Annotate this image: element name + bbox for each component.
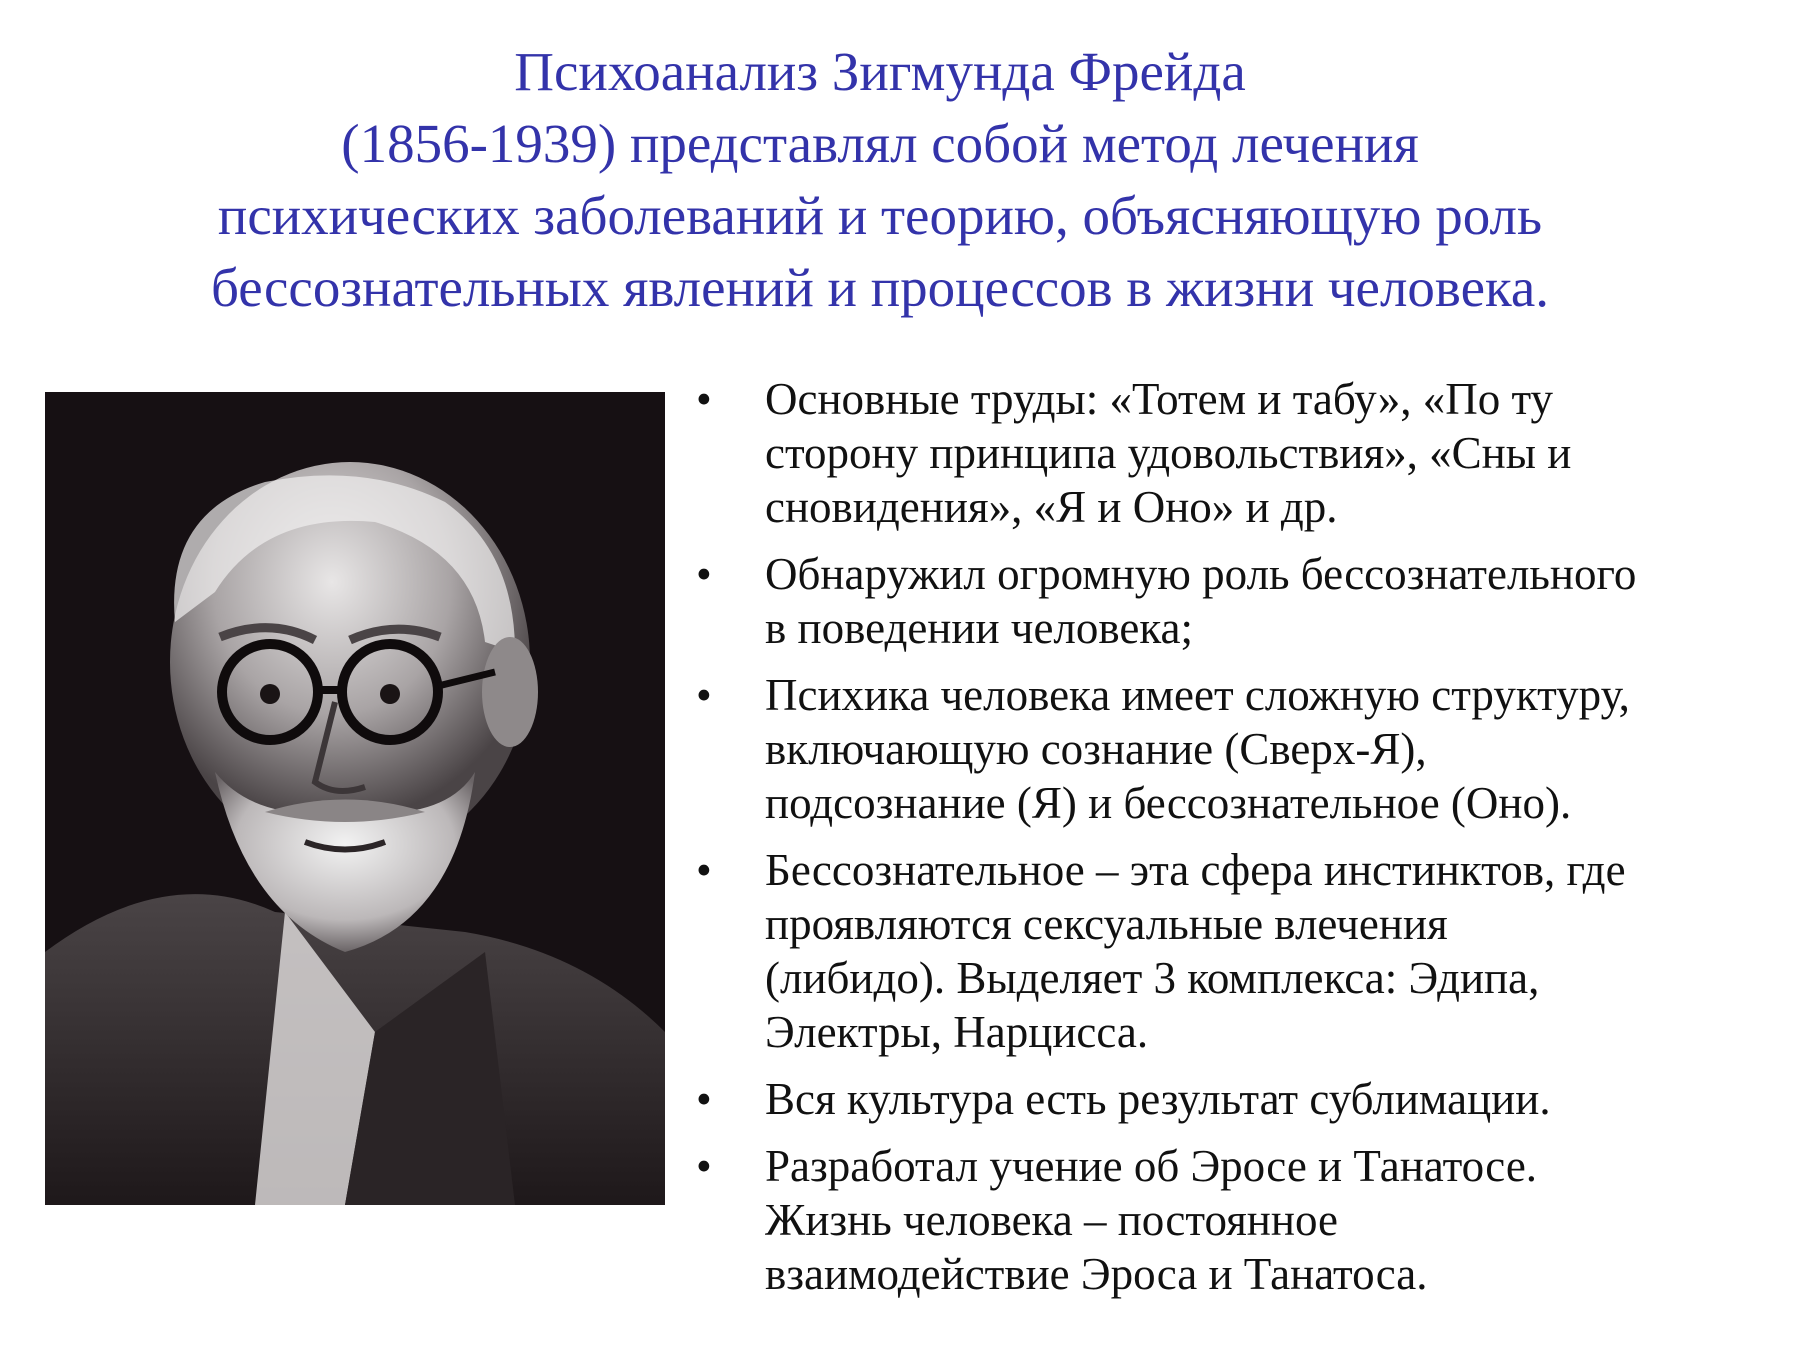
bullet-item [690,1072,1770,1126]
bullet-list [690,372,1770,1314]
bullet-line: в поведении человека; [765,603,1193,653]
bullet-line: сновидения», «Я и Оно» и др. [765,482,1338,532]
portrait-photo [45,392,665,1205]
bullet-marker: • [696,670,712,720]
bullet-line: Жизнь человека – постоянное [765,1195,1338,1245]
bullet-marker: • [696,1074,712,1124]
bullet-marker: • [696,845,712,895]
bullet-line: проявляются сексуальные влечения [765,899,1448,949]
bullet-item [690,1139,1770,1301]
bullet-line: Вся культура есть результат сублимации. [765,1074,1551,1124]
bullet-line: Психика человека имеет сложную структуру, [765,670,1630,720]
bullet-marker: • [696,374,712,424]
bullet-line: Электры, Нарцисса. [765,1007,1149,1057]
bullet-line: Бессознательное – эта сфера инстинктов, где [765,845,1626,895]
bullet-line: Основные труды: «Тотем и табу», «По ту [765,374,1554,424]
title-line: бессознательных явлений и процессов в жизни человека. [210,257,1550,318]
bullet-line: сторону принципа удовольствия», «Сны и [765,428,1572,478]
title-line: Психоанализ Зигмунда Фрейда [514,41,1246,102]
bullet-line: включающую сознание (Сверх-Я), [765,724,1427,774]
bullet-line: подсознание (Я) и бессознательное (Оно). [765,778,1572,828]
bullet-item [690,547,1770,655]
title-line: (1856-1939) представлял собой метод лечения [341,113,1419,174]
title-line: психических заболеваний и теорию, объясняющую роль [217,185,1543,246]
bullet-line: (либидо). Выделяет 3 комплекса: Эдипа, [765,953,1540,1003]
bullet-line: взаимодействие Эроса и Танатоса. [765,1249,1428,1299]
bullet-item [690,668,1770,830]
bullet-line: Обнаружил огромную роль бессознательного [765,549,1637,599]
bullet-item [690,372,1770,534]
bullet-marker: • [696,549,712,599]
bullet-line: Разработал учение об Эросе и Танатосе. [765,1141,1538,1191]
bullet-marker: • [696,1141,712,1191]
slide-title [60,36,1700,324]
bullet-item [690,843,1770,1059]
portrait-illustration [45,392,665,1205]
